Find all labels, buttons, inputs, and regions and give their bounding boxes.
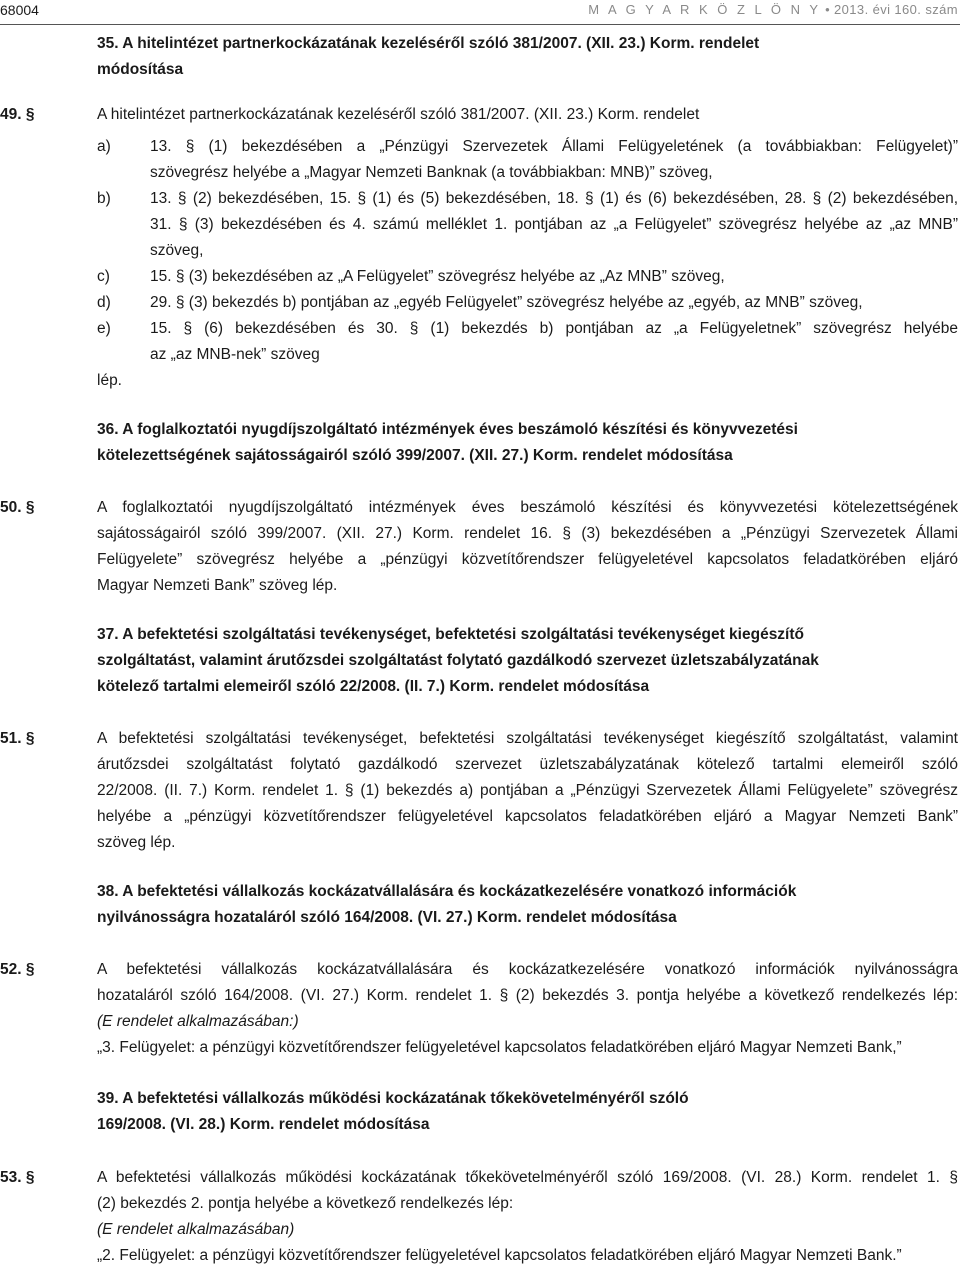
text-line: 13. § (2) bekezdésében, 15. § (1) és (5) bekezdésében, 18. § (1) és (6) bekezdésében, 28. § (2) bekezdésében, <box>150 190 958 207</box>
text-line: 38. A befektetési vállalkozás kockázatvállalására és kockázatkezelésére vonatkozó információk <box>97 883 797 900</box>
text-line: árutőzsdei szolgáltatást folytató gazdálkodó szervezet üzletszabályzatának kötelező tartalmi elemeiről szóló <box>97 756 958 773</box>
page-number: 68004 <box>0 2 39 18</box>
text-line: 13. § (1) bekezdésében a „Pénzügyi Szervezetek Állami Felügyeletének (a továbbiakban: Felügyelet)” <box>150 138 958 155</box>
text-line: szöveg lép. <box>97 834 176 851</box>
text-line: kötelezettségének sajátosságairól szóló 399/2007. (XII. 27.) Korm. rendelet módosítása <box>97 447 733 464</box>
text-line: 51. § <box>0 730 35 747</box>
text-line: c) <box>97 268 110 285</box>
text-line: 15. § (6) bekezdésében és 30. § (1) bekezdés b) pontjában az „a Felügyeletnek” szövegrész helyébe <box>150 320 958 337</box>
journal-separator: • <box>825 2 831 17</box>
page-header <box>0 0 960 22</box>
text-line: b) <box>97 190 111 207</box>
text-line: 36. A foglalkoztatói nyugdíjszolgáltató intézmények éves beszámoló készítési és könyvvezetési <box>97 421 798 438</box>
text-line: „2. Felügyelet: a pénzügyi közvetítőrendszer felügyeletével kapcsolatos feladatkörében eljáró Magyar Nemzeti Bank.” <box>97 1247 902 1264</box>
text-line: 22/2008. (II. 7.) Korm. rendelet 1. § (1) bekezdés a) pontjában a „Pénzügyi Szervezetek Állami Felügyelete” szövegrész <box>97 782 958 799</box>
text-line: d) <box>97 294 111 311</box>
text-line: nyilvánosságra hozataláról szóló 164/2008. (VI. 27.) Korm. rendelet módosítása <box>97 909 677 926</box>
text-line: 29. § (3) bekezdés b) pontjában az „egyéb Felügyelet” szövegrész helyébe az „egyéb, az MNB” szöveg, <box>150 294 863 311</box>
text-line: 39. A befektetési vállalkozás működési kockázatának tőkekövetelményéről szóló <box>97 1090 689 1107</box>
text-line: A befektetési vállalkozás működési kockázatának tőkekövetelményéről szóló 169/2008. (VI. 28.) Korm. rendelet 1. § <box>97 1169 958 1186</box>
journal-info <box>588 2 958 17</box>
text-line: lép. <box>97 372 122 389</box>
issue-number: 2013. évi 160. szám <box>834 2 958 17</box>
text-line: 52. § <box>0 961 35 978</box>
text-line: 15. § (3) bekezdésében az „A Felügyelet” szövegrész helyébe az „Az MNB” szöveg, <box>150 268 725 285</box>
text-line: 53. § <box>0 1169 35 1186</box>
text-line: A befektetési vállalkozás kockázatvállalására és kockázatkezelésére vonatkozó információk nyilvánosságra <box>97 961 958 978</box>
text-line: kötelező tartalmi elemeiről szóló 22/2008. (II. 7.) Korm. rendelet módosítása <box>97 678 650 695</box>
text-line: A foglalkoztatói nyugdíjszolgáltató intézmények éves beszámoló készítési és könyvvezetési kötelezettségének <box>97 499 958 516</box>
text-line: helyébe a „pénzügyi közvetítőrendszer felügyeletével kapcsolatos feladatkörében eljáró a Magyar Nemzeti Bank” <box>97 808 958 825</box>
text-line: A befektetési szolgáltatási tevékenységet, befektetési szolgáltatási tevékenységet kiegészítő szolgáltatást, valamint <box>97 730 958 747</box>
text-line: hozataláról szóló 164/2008. (VI. 27.) Korm. rendelet 1. § (2) bekezdés 3. pontja helyébe a következő rendelkezés lép: <box>97 987 958 1004</box>
text-line: 31. § (3) bekezdésében és 4. számú melléklet 1. pontjában az „a Felügyelet” szövegrész helyébe az „az MNB” <box>150 216 958 233</box>
text-line: 169/2008. (VI. 28.) Korm. rendelet módosítása <box>97 1116 430 1133</box>
text-line: e) <box>97 320 111 337</box>
text-line: A hitelintézet partnerkockázatának kezeléséről szóló 381/2007. (XII. 23.) Korm. rendelet <box>97 106 700 123</box>
text-line: sajátosságairól szóló 399/2007. (XII. 27.) Korm. rendelet 16. § (3) bekezdésében a „Pénzügyi Szervezetek Állami <box>97 525 958 542</box>
text-line: Magyar Nemzeti Bank” szöveg lép. <box>97 577 338 594</box>
text-line: 50. § <box>0 499 35 516</box>
text-line: 35. A hitelintézet partnerkockázatának kezeléséről szóló 381/2007. (XII. 23.) Korm. rendelet <box>97 35 760 52</box>
text-line: módosítása <box>97 61 184 78</box>
text-line: 49. § <box>0 106 35 123</box>
text-line: szövegrész helyébe a „Magyar Nemzeti Banknak (a továbbiakban: MNB)” szöveg, <box>150 164 713 181</box>
text-line: szöveg, <box>150 242 204 259</box>
text-line: (2) bekezdés 2. pontja helyébe a következő rendelkezés lép: <box>97 1195 514 1212</box>
text-line: „3. Felügyelet: a pénzügyi közvetítőrendszer felügyeletével kapcsolatos feladatkörében eljáró Magyar Nemzeti Bank,” <box>97 1039 902 1056</box>
text-line: 37. A befektetési szolgáltatási tevékenységet, befektetési szolgáltatási tevékenységet kiegészítő <box>97 626 804 643</box>
text-line: szolgáltatást, valamint árutőzsdei szolgáltatást folytató gazdálkodó szervezet üzletszabályzatának <box>97 652 819 669</box>
text-line: (E rendelet alkalmazásában:) <box>97 1013 299 1030</box>
text-line: a) <box>97 138 111 155</box>
text-line: az „az MNB-nek” szöveg <box>150 346 320 363</box>
journal-title: M A G Y A R K Ö Z L Ö N Y <box>588 2 822 17</box>
text-line: Felügyelete” szövegrész helyébe a „pénzügyi közvetítőrendszer felügyeletével kapcsolatos feladatkörében eljáró <box>97 551 958 568</box>
header-rule <box>0 24 960 25</box>
text-line: (E rendelet alkalmazásában) <box>97 1221 295 1238</box>
